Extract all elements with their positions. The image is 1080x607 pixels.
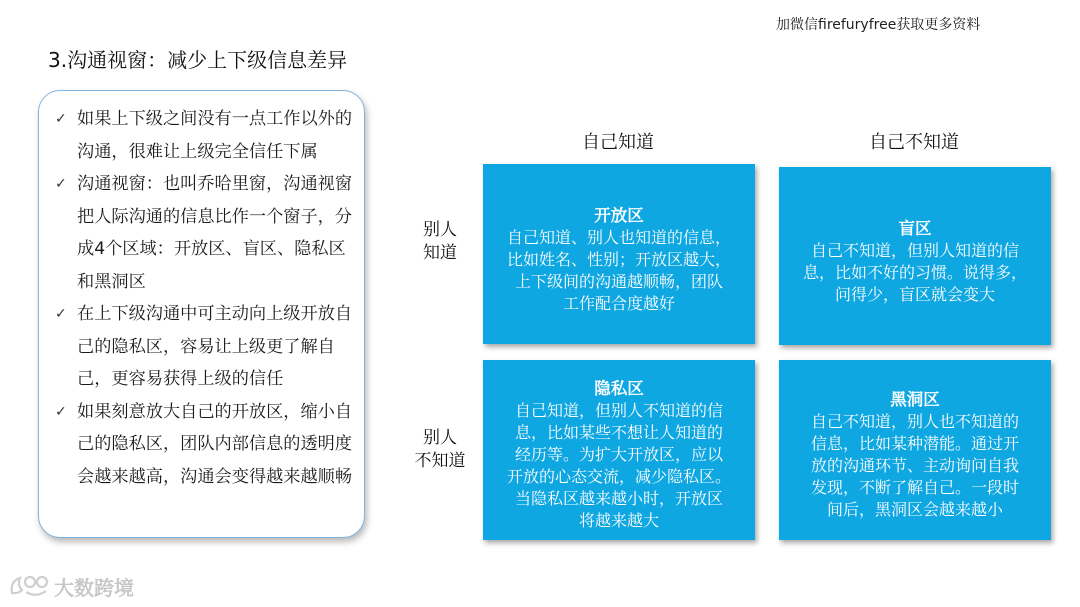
quadrant-line: 发现，不断了解自己。一段时 xyxy=(810,478,1019,497)
quadrant-line: 比如姓名、性别；开放区越大， xyxy=(506,250,731,269)
watermark-logo-icon xyxy=(8,573,52,599)
quadrant-line: 自己不知道，但别人知道的信 xyxy=(810,241,1019,260)
check-icon: ✓ xyxy=(55,306,67,322)
quadrant-line: 经历等。为扩大开放区，应以 xyxy=(514,445,723,464)
quadrant-line: 息，比如不好的习惯。说得多， xyxy=(802,263,1027,282)
bullet-text: 在上下级沟通中可主动向上级开放自己的隐私区，容易让上级更了解自己，更容易获得上级的信任 xyxy=(77,304,353,389)
quadrant-line: 息，比如某些不想让人知道的 xyxy=(514,423,723,442)
quadrant-line: 上下级间的沟通越顺畅，团队 xyxy=(514,272,723,291)
col-header-self-unknown: 自己不知道 xyxy=(869,132,959,153)
col-header-self-known: 自己知道 xyxy=(582,132,654,153)
row-header-line: 别人 xyxy=(423,428,457,448)
row-header-line: 知道 xyxy=(423,243,457,263)
quadrant-line: 放的沟通环节、主动询问自我 xyxy=(810,456,1019,475)
quadrant-line: 问得少，盲区就会变大 xyxy=(834,285,995,304)
check-icon: ✓ xyxy=(55,111,67,127)
check-icon: ✓ xyxy=(55,176,67,192)
bullet-item xyxy=(55,168,354,298)
row-header-line: 不知道 xyxy=(414,451,466,471)
quadrant-title: 盲区 xyxy=(898,219,932,238)
quadrant-private-area xyxy=(483,360,755,540)
quadrant-line: 自己知道、别人也知道的信息， xyxy=(506,228,731,247)
bullet-text: 如果刻意放大自己的开放区，缩小自己的隐私区，团队内部信息的透明度会越来越高，沟通会变得越来越顺畅 xyxy=(77,401,353,487)
row-header-others-unknown xyxy=(410,427,470,473)
quadrant-title: 开放区 xyxy=(594,206,644,225)
quadrant-line: 工作配合度越好 xyxy=(562,294,675,313)
quadrant-line: 当隐私区越来越小时，开放区 xyxy=(514,489,723,508)
row-header-others-know xyxy=(410,219,470,265)
quadrant-line: 间后，黑洞区会越来越小 xyxy=(826,500,1003,519)
bullet-item xyxy=(55,396,354,494)
check-icon: ✓ xyxy=(55,403,67,420)
quadrant-line: 信息，比如某种潜能。通过开 xyxy=(810,434,1019,453)
quadrant-line: 将越来越大 xyxy=(578,511,659,530)
quadrant-line: 自己知道，但别人不知道的信 xyxy=(514,401,723,420)
top-note: 加微信firefuryfree获取更多资料 xyxy=(776,17,981,33)
watermark-text: 大数跨境 xyxy=(54,575,134,600)
quadrant-unknown-area xyxy=(779,360,1051,540)
quadrant-line: 开放的心态交流，减少隐私区。 xyxy=(506,467,731,486)
bullet-text: 沟通视窗：也叫乔哈里窗，沟通视窗把人际沟通的信息比作一个窗子，分成4个区域：开放区、盲区、隐私区和黑洞区 xyxy=(77,174,353,292)
bullet-text: 如果上下级之间没有一点工作以外的沟通，很难让上级完全信任下属 xyxy=(77,109,353,162)
bullet-item xyxy=(55,103,354,168)
slide-title: 3.沟通视窗：减少上下级信息差异 xyxy=(48,48,348,72)
bullet-panel xyxy=(38,90,365,538)
row-header-line: 别人 xyxy=(423,220,457,240)
quadrant-line: 自己不知道，别人也不知道的 xyxy=(810,412,1019,431)
watermark-logo xyxy=(8,572,134,600)
quadrant-title: 黑洞区 xyxy=(890,390,940,409)
quadrant-title: 隐私区 xyxy=(594,379,644,398)
quadrant-open-area xyxy=(483,164,755,344)
quadrant-blind-area xyxy=(779,167,1051,345)
bullet-item xyxy=(55,298,354,396)
